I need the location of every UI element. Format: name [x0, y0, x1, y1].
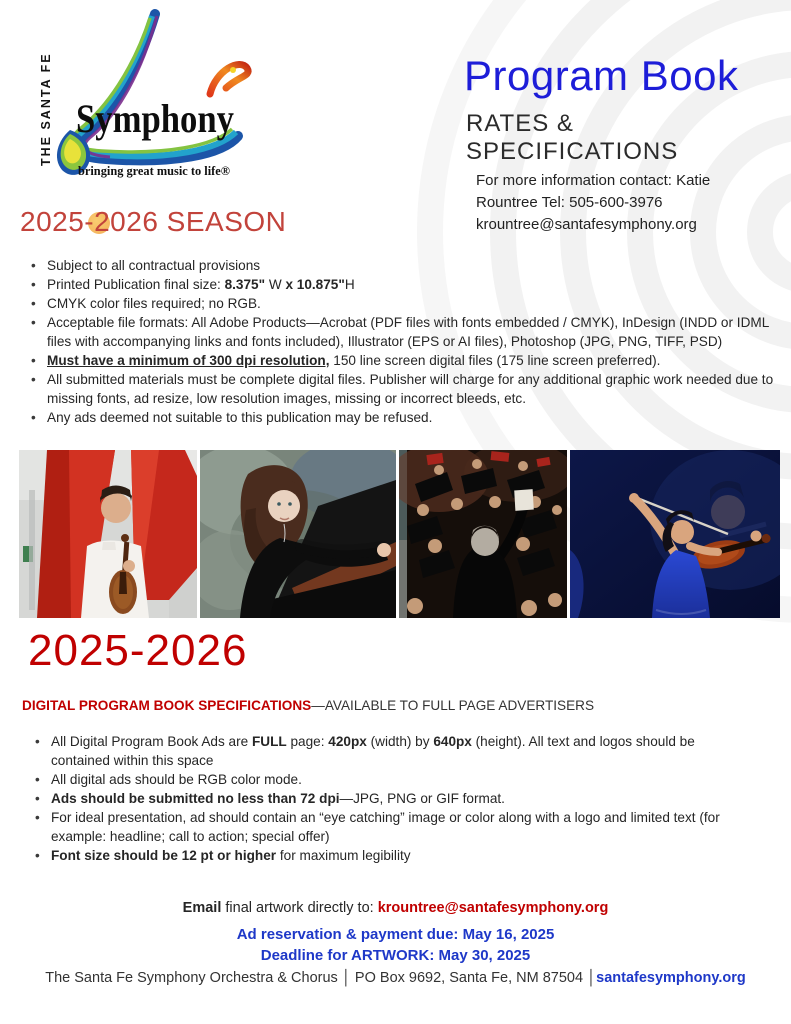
bullet-item	[26, 846, 748, 865]
text-segment: Font size should be 12 pt or higher	[51, 848, 277, 863]
photo-pianist-woman	[200, 450, 396, 618]
text-segment: final artwork directly to:	[221, 900, 378, 916]
photo-male-violinist	[19, 450, 197, 618]
email-instruction	[0, 900, 791, 916]
bullet-item	[22, 313, 774, 351]
logo-tagline: bringing great music to life®	[78, 163, 231, 178]
text-segment: (width) by	[366, 734, 434, 749]
swoosh-orange	[210, 64, 248, 94]
contact-block	[476, 170, 710, 236]
text-segment: (height). All text and logos should be contained within this space	[51, 734, 695, 768]
text-segment: Acceptable file formats: All Adobe Products—Acrobat (PDF files with fonts embedded / CMYK), InDesign (INDD or IDML files with accompanying links and fonts included), Illustrator (EPS or AI files), Photoshop (JPG, PNG, TIFF, PSD)	[47, 315, 769, 349]
link-text[interactable]: krountree@santafesymphony.org	[377, 900, 609, 916]
text-segment: All Digital Program Book Ads are	[51, 734, 252, 749]
text-segment: Ads should be submitted no less than 72 dpi	[51, 791, 340, 806]
contact-email[interactable]: krountree@santafesymphony.org	[476, 216, 697, 233]
violinist-blue-image	[570, 450, 780, 618]
text-segment: FULL	[251, 734, 287, 749]
photo-conductor-orchestra	[399, 450, 567, 618]
submission-block	[0, 900, 791, 966]
bullet-item	[26, 789, 748, 808]
link-text[interactable]: santafesymphony.org	[596, 970, 746, 986]
text-segment: Any ads deemed not suitable to this publication may be refused.	[47, 410, 433, 425]
page-title: Program Book	[464, 52, 739, 99]
swoosh-yellow-dot	[230, 67, 236, 73]
bullet-item	[22, 370, 774, 408]
page-subtitle: RATES & SPECIFICATIONS	[466, 110, 679, 165]
male-violinist-image	[19, 450, 197, 618]
text-segment: —JPG, PNG or GIF format.	[339, 791, 505, 806]
text-segment: x 10.875"	[285, 277, 345, 292]
photo-violinist-blue	[570, 450, 780, 618]
pianist-woman-image	[200, 450, 396, 618]
digital-heading-red: DIGITAL PROGRAM BOOK SPECIFICATIONS	[22, 698, 312, 713]
text-segment: Email	[182, 900, 222, 916]
text-segment: 150 line screen digital files (175 line screen preferred).	[329, 353, 661, 368]
digital-specs-heading	[22, 698, 594, 713]
contact-line: Rountree Tel: 505-600-3976	[476, 194, 663, 211]
text-segment: Printed Publication final size:	[47, 277, 225, 292]
season-large-heading: 2025-2026	[28, 626, 248, 675]
text-segment: 8.375"	[224, 277, 269, 292]
footer	[0, 970, 791, 986]
symphony-logo-image	[14, 8, 254, 188]
symphony-logo	[14, 8, 254, 193]
text-segment: W	[268, 277, 286, 292]
reservation-deadline: Ad reservation & payment due: May 16, 2025	[236, 926, 555, 943]
text-segment: 420px	[328, 734, 367, 749]
text-segment: H	[344, 277, 355, 292]
digital-heading-rest: —AVAILABLE TO FULL PAGE ADVERTISERS	[311, 698, 595, 713]
text-segment: for maximum legibility	[276, 848, 411, 863]
artwork-deadline: Deadline for ARTWORK: May 30, 2025	[260, 947, 531, 964]
text-segment: Subject to all contractual provisions	[47, 258, 261, 273]
conductor-orchestra-image	[399, 450, 567, 618]
bullet-item	[26, 732, 748, 770]
digital-specs-list	[26, 732, 748, 865]
text-segment: For ideal presentation, ad should contain an “eye catching” image or color along with a logo and limited text (for example: headline; call to action; special offer)	[51, 810, 720, 844]
contact-line: For more information contact: Katie	[476, 172, 711, 189]
bullet-item	[22, 294, 774, 313]
bullet-item	[22, 256, 774, 275]
photo-gallery	[19, 450, 780, 618]
logo-vertical-text: THE SANTA FE	[39, 52, 53, 166]
text-segment: Must have a minimum of 300 dpi resolution,	[47, 353, 330, 368]
bullet-item	[22, 275, 774, 294]
text-segment: The Santa Fe Symphony Orchestra & Chorus │ PO Box 9692, Santa Fe, NM 87504 │	[45, 970, 597, 986]
text-segment: 640px	[433, 734, 472, 749]
text-segment: All digital ads should be RGB color mode.	[51, 772, 302, 787]
bullet-item	[22, 408, 774, 427]
logo-wordmark: Symphony	[76, 96, 234, 141]
bullet-item	[26, 808, 748, 846]
season-heading: 2025-2026 SEASON	[20, 206, 287, 237]
text-segment: page:	[286, 734, 329, 749]
bullet-item	[22, 351, 774, 370]
text-segment: All submitted materials must be complete digital files. Publisher will charge for any additional graphic work needed due to missing fonts, ad resize, low resolution images, missing or incorrect bleeds, etc.	[47, 372, 774, 406]
text-segment: CMYK color files required; no RGB.	[47, 296, 261, 311]
print-specs-list	[22, 256, 774, 427]
bullet-item	[26, 770, 748, 789]
